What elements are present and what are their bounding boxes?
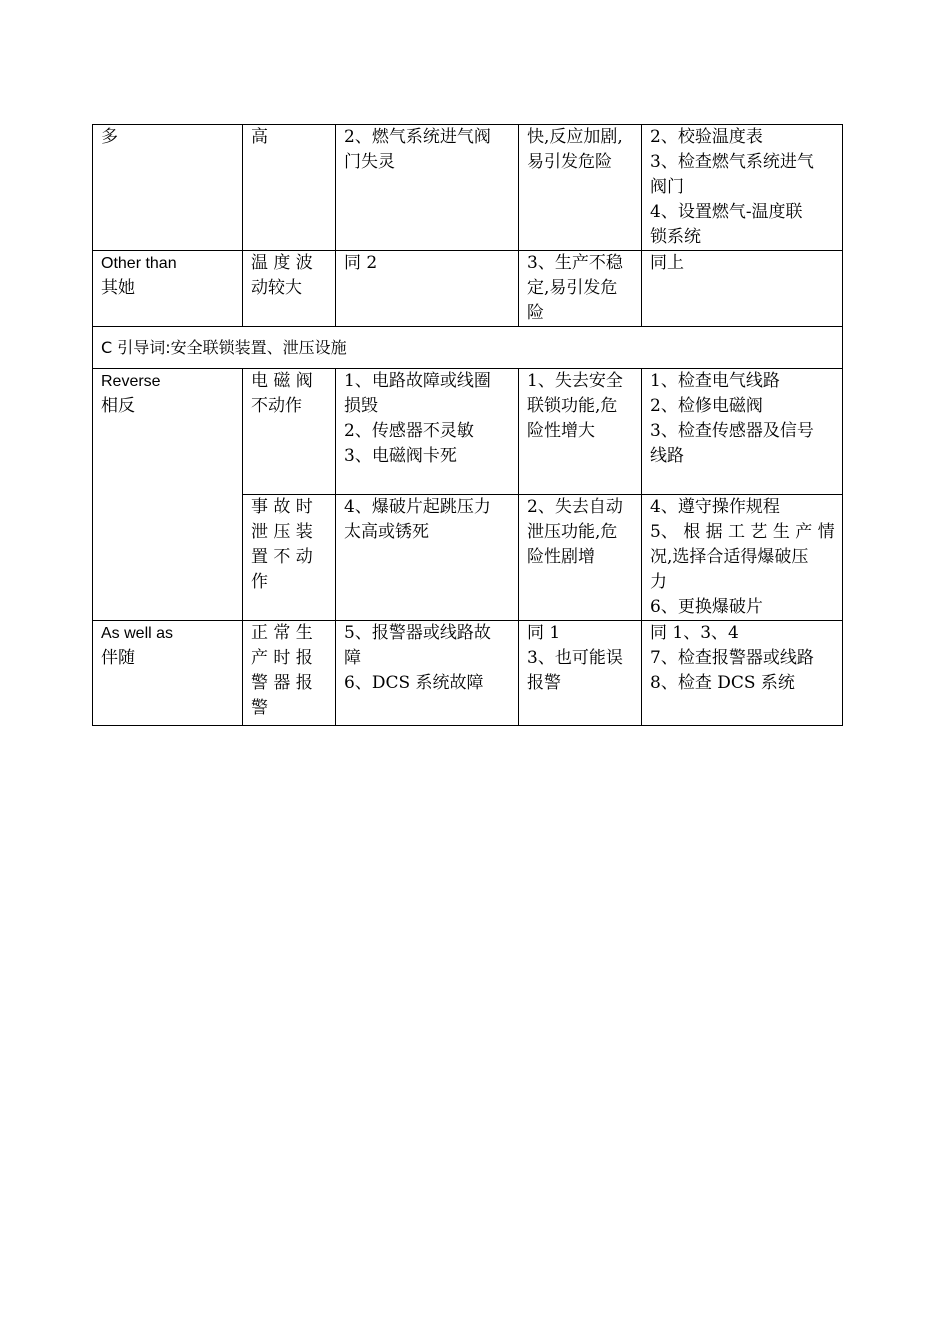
table-row (93, 251, 843, 327)
section-header-cell (93, 327, 843, 369)
cause-cell (336, 621, 519, 726)
consequence-cell (519, 621, 642, 726)
measures-cell (642, 369, 843, 495)
cell-line: 同 1 (527, 623, 561, 643)
cell-line: 温 度 波 (251, 253, 313, 273)
cell-line: 作 (251, 572, 268, 592)
cell-line: 定,易引发危 (527, 278, 618, 298)
cell-line: 损毁 (344, 396, 378, 416)
section-title: C 引导词:安全联锁装置、泄压设施 (101, 338, 347, 357)
cell-line: 力 (650, 572, 667, 592)
cell-line: 锁系统 (650, 227, 701, 247)
consequence-cell (519, 251, 642, 327)
cell-line: 易引发危险 (527, 152, 612, 172)
cell-line: 警 器 报 (251, 673, 313, 693)
cell-line: 产 时 报 (251, 648, 313, 668)
cell-line: 线路 (650, 446, 684, 466)
consequence-cell (519, 125, 642, 251)
deviation-cell (243, 369, 336, 495)
cell-line: 置 不 动 (251, 547, 313, 567)
cell-line: 3、生产不稳 (527, 253, 623, 273)
cell-line: 况,选择合适得爆破压 (650, 547, 809, 567)
guide-word-cell (93, 369, 243, 621)
cell-line: 2、燃气系统进气阀 (344, 127, 491, 147)
cell-line: 1、电路故障或线圈 (344, 371, 491, 391)
cell-line: 险性增大 (527, 421, 595, 441)
cell-line: Other than (101, 255, 177, 272)
cell-line: 事 故 时 (251, 497, 313, 517)
deviation-cell (243, 125, 336, 251)
table-row (93, 327, 843, 369)
cell-line: 4、遵守操作规程 (650, 497, 780, 517)
cause-cell (336, 495, 519, 621)
cell-line: 6、更换爆破片 (650, 597, 763, 617)
cell-line: 警 (251, 698, 268, 718)
cell-line: 门失灵 (344, 152, 395, 172)
deviation-cell (243, 251, 336, 327)
deviation-cell (243, 495, 336, 621)
table-row (93, 369, 843, 495)
measures-cell (642, 251, 843, 327)
cell-line: 阀门 (650, 177, 684, 197)
cell-line: 动较大 (251, 278, 302, 298)
cell-line: 同上 (650, 253, 684, 273)
cell-line: 泄压功能,危 (527, 522, 618, 542)
cell-line: 报警 (527, 673, 561, 693)
cell-line: 其她 (101, 278, 135, 298)
cell-line: 2、传感器不灵敏 (344, 421, 474, 441)
cell-line: 2、检修电磁阀 (650, 396, 763, 416)
cause-cell (336, 251, 519, 327)
cell-line: 联锁功能,危 (527, 396, 618, 416)
cell-line: 险性剧增 (527, 547, 595, 567)
cell-line: 多 (101, 127, 118, 147)
cell-line: 5、 根 据 工 艺 生 产 情 (650, 522, 835, 542)
measures-cell (642, 621, 843, 726)
cell-line: 4、爆破片起跳压力 (344, 497, 491, 517)
guide-word-cell (93, 125, 243, 251)
cell-line: 1、检查电气线路 (650, 371, 780, 391)
cell-line: 险 (527, 303, 544, 323)
cell-line: 快,反应加剧, (527, 127, 623, 147)
cell-line: 4、设置燃气-温度联 (650, 202, 803, 222)
cell-line: 太高或锈死 (344, 522, 429, 542)
cell-line: 3、检查传感器及信号 (650, 421, 814, 441)
cell-line: 同 1、3、4 (650, 623, 739, 643)
cell-line: 3、电磁阀卡死 (344, 446, 457, 466)
cell-line: 同 2 (344, 253, 378, 273)
cell-line: 高 (251, 127, 268, 147)
cell-line: 5、报警器或线路故 (344, 623, 491, 643)
guide-word-cell (93, 621, 243, 726)
cell-line: 1、失去安全 (527, 371, 623, 391)
table-row (93, 621, 843, 726)
cell-line: Reverse (101, 373, 161, 390)
cause-cell (336, 369, 519, 495)
cell-line: 6、DCS 系统故障 (344, 673, 484, 693)
cell-line: 相反 (101, 396, 135, 416)
consequence-cell (519, 495, 642, 621)
hazop-table (92, 124, 843, 726)
cause-cell (336, 125, 519, 251)
cell-line: As well as (101, 625, 174, 642)
cell-line: 8、检查 DCS 系统 (650, 673, 795, 693)
guide-word-cell (93, 251, 243, 327)
cell-line: 3、也可能误 (527, 648, 623, 668)
cell-line: 电 磁 阀 (251, 371, 313, 391)
cell-line: 不动作 (251, 396, 302, 416)
cell-line: 2、校验温度表 (650, 127, 763, 147)
cell-line: 3、检查燃气系统进气 (650, 152, 814, 172)
cell-line: 7、检查报警器或线路 (650, 648, 814, 668)
deviation-cell (243, 621, 336, 726)
cell-line: 2、失去自动 (527, 497, 623, 517)
consequence-cell (519, 369, 642, 495)
cell-line: 泄 压 装 (251, 522, 313, 542)
cell-line: 正 常 生 (251, 623, 313, 643)
cell-line: 障 (344, 648, 361, 668)
cell-line: 伴随 (101, 648, 135, 668)
measures-cell (642, 495, 843, 621)
table-row (93, 125, 843, 251)
measures-cell (642, 125, 843, 251)
